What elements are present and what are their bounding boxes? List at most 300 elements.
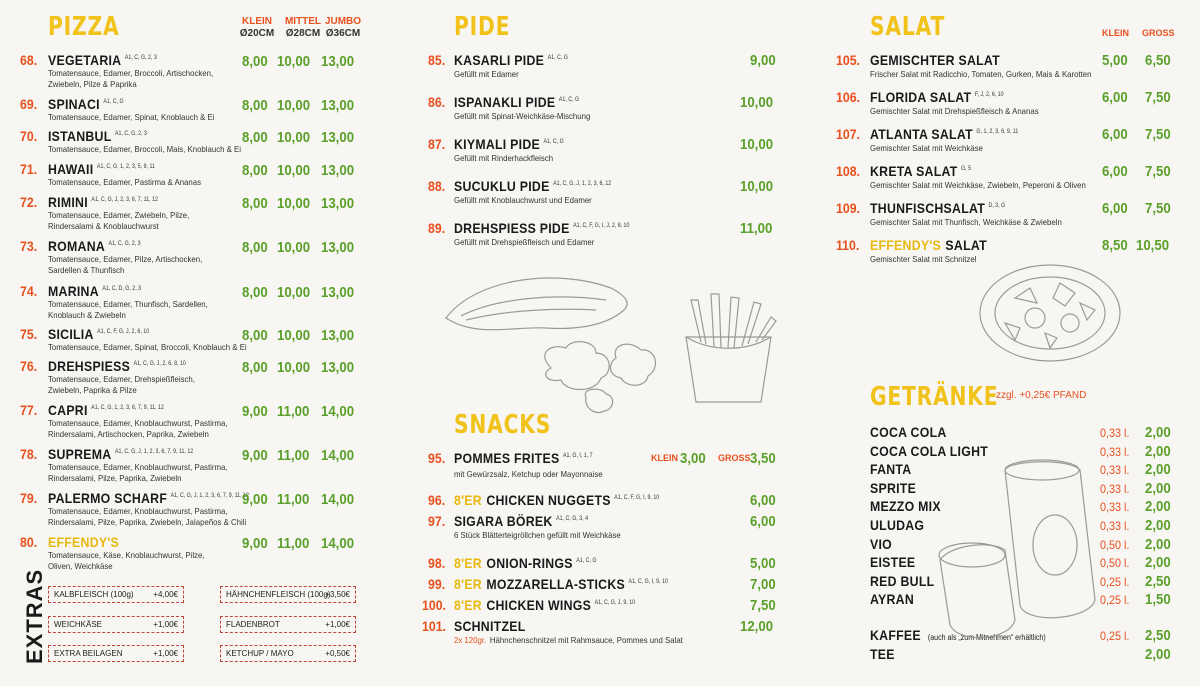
drink-volume: 0,33 l. (1100, 463, 1130, 477)
item-name-text: TEE (870, 646, 895, 662)
pizza-item-price: 11,00 (277, 491, 310, 508)
snack-item-price: 6,00 (750, 492, 776, 509)
pizza-item-price: 10,00 (277, 359, 311, 376)
snack-item-name (454, 597, 635, 613)
pizza-item-price: 8,00 (242, 53, 268, 70)
pizza-item-description: Oliven, Weichkäse (48, 561, 113, 571)
pizza-item-price: 14,00 (321, 491, 355, 508)
pizza-item-description: Knoblauch & Zwiebeln (48, 310, 126, 320)
allergen-codes: A1, C, G, I, 9, 10 (628, 579, 668, 586)
item-name-text: CAPRI (48, 402, 88, 418)
extra-label: KETCHUP / MAYO (226, 649, 294, 658)
snack-item-description (454, 530, 621, 541)
extra-item (220, 586, 356, 603)
item-name-text: ROMANA (48, 238, 106, 254)
pizza-item-description: Tomatensauce, Edamer, Drehspießfleisch, (48, 374, 195, 384)
pizza-size-header (320, 16, 366, 40)
pizza-item-name (48, 194, 158, 210)
pizza-size-header (234, 16, 280, 40)
item-name-text: HAWAII (48, 161, 94, 177)
pizza-item-number: 78. (20, 446, 38, 462)
allergen-codes: A1, C, F, G, I, 9, 10 (614, 495, 660, 502)
pizza-item-name (48, 52, 157, 68)
size-dim: Ø28CM (285, 28, 321, 39)
pide-item-number: 89. (428, 220, 446, 236)
snack-item-price: 7,50 (750, 597, 776, 614)
pizza-item-price: 10,00 (277, 284, 311, 301)
pizza-item-price: 10,00 (277, 195, 311, 212)
extra-price: +1,00€ (153, 649, 178, 658)
snack-item-number: 101. (422, 618, 446, 634)
salat-item-number: 108. (836, 163, 860, 179)
pizza-item-number: 79. (20, 490, 38, 506)
pizza-item-price: 14,00 (321, 535, 355, 552)
pide-item-number: 85. (428, 52, 446, 68)
salat-item-name (870, 237, 987, 253)
size-dim: Ø36CM (325, 28, 361, 39)
extra-item (48, 586, 184, 603)
pizza-item-name (48, 446, 193, 462)
allergen-codes: A1, C, G, J, 1, 2, 3, 6, 7, 9, 11, 12 (114, 449, 194, 456)
pizza-item-description: Tomatensauce, Edamer, Thunfisch, Sardellen, (48, 299, 208, 309)
desc-text: Hähnchenschnitzel mit Rahmsauce, Pommes und Salat (489, 635, 683, 645)
pizza-item-price: 8,00 (242, 195, 268, 212)
drink-note: (auch als „zum Mitnehmen“ erhältlich) (927, 633, 1046, 642)
drink-price: 2,00 (1145, 536, 1171, 553)
pizza-item-description: Tomatensauce, Edamer, Knoblauchwurst, Pastirma, (48, 418, 228, 428)
item-name-text: SUCUKLU PIDE (454, 178, 550, 194)
salat-item-price: 7,50 (1145, 126, 1171, 143)
item-name-text: KAFFEE (870, 627, 921, 643)
snack-item-number: 98. (428, 555, 446, 571)
salat-item-price: 8,50 (1102, 237, 1128, 254)
snack-item-number: 95. (428, 450, 446, 466)
pide-item-description: Gefüllt mit Rinderhackfleisch (454, 153, 554, 163)
drink-volume: 0,33 l. (1100, 482, 1130, 496)
allergen-codes: A1, C, G, 1, 2, 3, 6, 7, 9, 11, 12 (91, 405, 164, 412)
snack-item-number: 96. (428, 492, 446, 508)
drink-price: 2,00 (1145, 443, 1171, 460)
item-name-text: KRETA SALAT (870, 163, 958, 179)
extra-label: FLADENBROT (226, 620, 280, 629)
item-name-text: SUPREMA (48, 446, 112, 462)
snack-item-name (454, 450, 593, 466)
pide-item-price: 9,00 (750, 52, 776, 69)
pide-item-number: 86. (428, 94, 446, 110)
drink-price: 2,00 (1145, 480, 1171, 497)
fries-klein-label: KLEIN (651, 453, 678, 463)
item-name-text: POMMES FRITES (454, 450, 560, 466)
drink-price: 2,00 (1145, 424, 1171, 441)
item-prefix: 8'ER (454, 555, 482, 571)
salat-size-klein: KLEIN (1102, 28, 1129, 38)
item-name-text: SCHNITZEL (454, 618, 526, 634)
salat-item-price: 6,00 (1102, 89, 1128, 106)
allergen-codes: A1, C, G, 2, 3 (124, 55, 157, 62)
allergen-codes: A1, C, G, 2, 3 (108, 241, 141, 248)
allergen-codes: A1, C, G, J, 9, 10 (594, 600, 636, 607)
pizza-item-name (48, 490, 249, 506)
drink-volume: 0,33 l. (1100, 500, 1130, 514)
pizza-item-price: 8,00 (242, 97, 268, 114)
allergen-codes: A1, C, G (103, 99, 124, 106)
item-name-text: ISPANAKLI PIDE (454, 94, 556, 110)
item-name-text: EFFENDY'S (48, 534, 120, 550)
pizza-item-name (48, 128, 147, 144)
item-name-text: RIMINI (48, 194, 88, 210)
allergen-codes: A1, C, G, J, 1, 2, 3, 6, 7, 9, 11, 12 (170, 493, 249, 500)
pfand-note: zzgl. +0,25€ PFAND (996, 390, 1087, 401)
item-name-text: PALERMO SCHARF (48, 490, 168, 506)
pizza-item-name (48, 534, 119, 550)
pizza-item-price: 14,00 (321, 403, 355, 420)
extra-label: EXTRA BEILAGEN (54, 649, 123, 658)
pide-item-name (454, 52, 568, 68)
pizza-item-description: Zwiebeln, Pilze & Paprika (48, 79, 137, 89)
pizza-item-number: 73. (20, 238, 38, 254)
snack-item-price: 7,00 (750, 576, 776, 593)
salat-item-price: 6,00 (1102, 126, 1128, 143)
drink-price: 2,00 (1145, 461, 1171, 478)
drink-name: SPRITE (870, 480, 917, 496)
item-name-text: SIGARA BÖREK (454, 513, 553, 529)
drink-name: AYRAN (870, 591, 914, 607)
pizza-item-price: 13,00 (321, 162, 355, 179)
salat-item-description: Gemischter Salat mit Schnitzel (870, 254, 977, 264)
drink-volume: 0,50 l. (1100, 538, 1130, 552)
drink-price: 2,00 (1145, 498, 1171, 515)
drink-price: 2,50 (1145, 573, 1171, 590)
pide-item-description: Gefüllt mit Drehspießfleisch und Edamer (454, 237, 595, 247)
extra-price: +3,50€ (325, 590, 350, 599)
pizza-title: PIZZA (48, 12, 120, 42)
item-name-text: FLORIDA SALAT (870, 89, 972, 105)
drink-name: MEZZO MIX (870, 498, 941, 514)
snack-item-name (454, 513, 588, 529)
item-prefix: 8'ER (454, 597, 482, 613)
salat-item-price: 10,50 (1136, 237, 1170, 254)
snack-item-number: 97. (428, 513, 446, 529)
pizza-item-price: 11,00 (277, 403, 310, 420)
size-label: JUMBO (324, 16, 362, 27)
item-name-text: DREHSPIESS (48, 358, 131, 374)
item-prefix: 8'ER (454, 576, 482, 592)
pide-item-name (454, 136, 564, 152)
item-name-text: MARINA (48, 283, 99, 299)
snack-item-name (454, 618, 526, 634)
salat-title: SALAT (870, 12, 946, 42)
snack-item-price: 5,00 (750, 555, 776, 572)
pide-item-name (454, 220, 629, 236)
drink-volume: 0,33 l. (1100, 445, 1130, 459)
drink-volume: 0,25 l. (1100, 575, 1130, 589)
extras-title: EXTRAS (22, 568, 47, 664)
pizza-item-number: 76. (20, 358, 38, 374)
pizza-item-number: 80. (20, 534, 38, 550)
salad-sketch-icon (975, 258, 1125, 368)
salat-size-gross: GROSS (1142, 28, 1175, 38)
salat-item-name (870, 52, 1000, 68)
pizza-item-description: Rindersalami, Artischocken, Paprika, Zwiebeln (48, 429, 209, 439)
salat-item-number: 109. (836, 200, 860, 216)
pizza-item-price: 10,00 (277, 327, 311, 344)
item-name-text: ISTANBUL (48, 128, 112, 144)
item-name-text: KIYMALI PIDE (454, 136, 540, 152)
pizza-item-price: 9,00 (242, 491, 268, 508)
allergen-codes: A1, C, G (558, 97, 580, 104)
salat-item-price: 7,50 (1145, 200, 1171, 217)
item-name-text: CHICKEN WINGS (486, 597, 592, 613)
allergen-codes: D, 3, G (988, 203, 1006, 210)
salat-item-price: 5,00 (1102, 52, 1128, 69)
snack-item-description (454, 635, 683, 646)
item-name-text: DREHSPIESS PIDE (454, 220, 570, 236)
pizza-item-description: Tomatensauce, Edamer, Knoblauchwurst, Pastirma, (48, 462, 228, 472)
pide-item-number: 88. (428, 178, 446, 194)
extra-item (220, 616, 356, 633)
pide-item-description: Gefüllt mit Knoblauchwurst und Edamer (454, 195, 592, 205)
extra-label: KALBFLEISCH (100g) (54, 590, 134, 599)
pizza-item-name (48, 358, 186, 374)
pizza-item-price: 13,00 (321, 129, 355, 146)
pizza-item-name (48, 238, 141, 254)
drink-price: 2,00 (1145, 646, 1171, 663)
pizza-item-name (48, 402, 164, 418)
snack-item-price: 12,00 (740, 618, 774, 635)
pizza-item-description: Tomatensauce, Edamer, Knoblauchwurst, Pastirma, (48, 506, 228, 516)
salat-item-number: 110. (836, 237, 860, 253)
allergen-codes: A1, C, G, 2, 3 (115, 131, 147, 138)
snack-item-number: 99. (428, 576, 446, 592)
pizza-item-price: 13,00 (321, 97, 355, 114)
pizza-item-number: 77. (20, 402, 38, 418)
pizza-item-number: 69. (20, 96, 38, 112)
drink-name: VIO (870, 536, 893, 552)
size-label: MITTEL (284, 16, 322, 27)
pide-sketch-icon (436, 248, 676, 428)
pizza-item-number: 70. (20, 128, 38, 144)
pizza-item-price: 10,00 (277, 97, 311, 114)
salat-item-name (870, 163, 971, 179)
allergen-codes: F, J, 2, 6, 10 (974, 92, 1004, 99)
salat-item-name (870, 89, 1004, 105)
allergen-codes: A1, C, F, G, J, 2, 6, 10 (97, 329, 150, 336)
pizza-item-price: 10,00 (277, 239, 311, 256)
pizza-item-description: Tomatensauce, Käse, Knoblauchwurst, Pilze, (48, 550, 205, 560)
pide-item-number: 87. (428, 136, 446, 152)
pizza-item-price: 10,00 (277, 162, 311, 179)
pide-title: PIDE (454, 12, 511, 42)
item-name-text: SICILIA (48, 326, 94, 342)
pizza-item-price: 9,00 (242, 535, 268, 552)
extra-price: +0,50€ (325, 649, 350, 658)
drink-name: FANTA (870, 461, 912, 477)
extra-price: +1,00€ (153, 620, 178, 629)
item-name-text: CHICKEN NUGGETS (486, 492, 611, 508)
item-prefix: 8'ER (454, 492, 482, 508)
pizza-item-price: 10,00 (277, 129, 311, 146)
drink-volume: 0,33 l. (1100, 519, 1130, 533)
pizza-item-description: Tomatensauce, Edamer, Pilze, Artischocken, (48, 254, 203, 264)
allergen-codes: A1, C, G, 1, 2, 3, 5, 9, 11 (96, 164, 155, 171)
salat-item-price: 6,00 (1102, 163, 1128, 180)
item-name-text: ATLANTA SALAT (870, 126, 973, 142)
pizza-item-description: Zwiebeln, Paprika & Pilze (48, 385, 137, 395)
allergen-codes: A1, C, G, J, 2, 3, 6, 7, 11, 12 (91, 197, 158, 204)
snack-item-number: 100. (422, 597, 446, 613)
allergen-codes: A1, C, G, J, 1, 2, 3, 6, 12 (553, 181, 612, 188)
pizza-item-price: 13,00 (321, 53, 355, 70)
allergen-codes: A1, C, G (543, 139, 564, 146)
pizza-item-description: Tomatensauce, Edamer, Spinat, Knoblauch & Ei (48, 112, 215, 122)
salat-item-description: Gemischter Salat mit Drehspießfleisch & Ananas (870, 106, 1039, 116)
pide-item-description: Gefüllt mit Spinat-Weichkäse-Mischung (454, 111, 591, 121)
desc-text: 6 Stück Blätterteigröllchen gefüllt mit Weichkäse (454, 530, 621, 540)
pizza-item-description: Tomatensauce, Edamer, Broccoli, Artischocken, (48, 68, 214, 78)
salat-item-description: Gemischter Salat mit Weichkäse, Zwiebeln, Peperoni & Oliven (870, 180, 1086, 190)
extra-price: +4,00€ (153, 590, 178, 599)
salat-item-price: 6,50 (1145, 52, 1171, 69)
pide-item-price: 10,00 (740, 136, 774, 153)
drink-volume: 0,25 l. (1100, 629, 1130, 643)
extra-item (48, 616, 184, 633)
hot-drink-name (870, 646, 895, 662)
allergen-codes: A1, C, G (547, 55, 568, 62)
allergen-codes: A1, C, G, 3, 4 (556, 516, 589, 523)
salat-item-number: 106. (836, 89, 860, 105)
pizza-item-price: 8,00 (242, 239, 268, 256)
item-name-text: ONION-RINGS (486, 555, 573, 571)
salat-item-number: 107. (836, 126, 860, 142)
allergen-codes: A1, C, F, G, I, J, 2, 8, 10 (573, 223, 630, 230)
snack-item-name (454, 492, 659, 508)
pizza-item-description: Tomatensauce, Edamer, Zwiebeln, Pilze, (48, 210, 190, 220)
pizza-item-number: 74. (20, 283, 38, 299)
pizza-item-price: 8,00 (242, 359, 268, 376)
allergen-codes: A1, C, G, J, 2, 6, 8, 10 (133, 361, 186, 368)
allergen-codes: G, 5 (961, 166, 972, 173)
item-name-text: SPINACI (48, 96, 100, 112)
pizza-item-price: 13,00 (321, 239, 355, 256)
drink-name: EISTEE (870, 554, 916, 570)
salat-item-description: Gemischter Salat mit Thunfisch, Weichkäse & Zwiebeln (870, 217, 1062, 227)
drink-name: RED BULL (870, 573, 935, 589)
pizza-item-description: Sardellen & Thunfisch (48, 265, 125, 275)
extra-item (48, 645, 184, 662)
pide-item-name (454, 178, 611, 194)
pizza-item-name (48, 161, 155, 177)
pide-item-description: Gefüllt mit Edamer (454, 69, 519, 79)
salat-item-description: Gemischter Salat mit Weichkäse (870, 143, 983, 153)
pizza-item-description: Rindersalami, Pilze, Paprika, Zwiebeln (48, 473, 182, 483)
snack-item-price: 6,00 (750, 513, 776, 530)
pizza-item-number: 71. (20, 161, 38, 177)
fries-gross-label: GROSS (718, 453, 751, 463)
pizza-item-name (48, 96, 124, 112)
pizza-item-name (48, 283, 141, 299)
drink-volume: 0,50 l. (1100, 556, 1130, 570)
drink-volume: 0,33 l. (1100, 426, 1130, 440)
extra-label: WEICHKÄSE (54, 620, 103, 629)
pizza-item-price: 14,00 (321, 447, 355, 464)
pide-item-name (454, 94, 579, 110)
getraenke-title: GETRÄNKE (870, 382, 999, 412)
extra-label: HÄHNCHENFLEISCH (100g) (226, 590, 331, 599)
salat-item-price: 6,00 (1102, 200, 1128, 217)
pizza-item-price: 13,00 (321, 195, 355, 212)
item-name-text: GEMISCHTER SALAT (870, 52, 1000, 68)
pizza-item-price: 9,00 (242, 403, 268, 420)
drink-volume: 0,25 l. (1100, 593, 1130, 607)
pizza-item-description: Tomatensauce, Edamer, Broccoli, Mais, Knoblauch & Ei (48, 144, 241, 154)
allergen-codes: A1, G, I, 1, 7 (562, 453, 593, 460)
pizza-item-description: Rindersalami, Pilze, Paprika, Zwiebeln, Jalapeños & Chili (48, 517, 247, 527)
pizza-item-price: 13,00 (321, 327, 355, 344)
extra-price: +1,00€ (325, 620, 350, 629)
pizza-item-description: Tomatensauce, Edamer, Spinat, Broccoli, Knoblauch & Ei (48, 342, 247, 352)
pizza-item-price: 13,00 (321, 359, 355, 376)
item-name-text: VEGETARIA (48, 52, 122, 68)
fries-klein-price: 3,00 (680, 450, 706, 467)
pizza-item-price: 11,00 (277, 535, 310, 552)
item-name-text: EFFENDY'S (870, 237, 942, 253)
pizza-item-price: 8,00 (242, 162, 268, 179)
snacks-title: SNACKS (454, 410, 552, 440)
pizza-item-number: 72. (20, 194, 38, 210)
extra-item (220, 645, 356, 662)
salat-item-price: 7,50 (1145, 163, 1171, 180)
size-label: KLEIN (242, 16, 272, 27)
snack-item-description: mit Gewürzsalz, Ketchup oder Mayonnaise (454, 469, 603, 479)
drink-name: COCA COLA (870, 424, 947, 440)
pizza-item-price: 9,00 (242, 447, 268, 464)
pizza-item-price: 13,00 (321, 284, 355, 301)
pide-item-price: 10,00 (740, 94, 774, 111)
can-sketch-icon (927, 450, 1120, 650)
salat-item-description: Frischer Salat mit Radicchio, Tomaten, Gurken, Mais & Karotten (870, 69, 1092, 79)
allergen-codes: G, 1, 2, 3, 6, 9, 11 (976, 129, 1019, 136)
item-name-text: MOZZARELLA-STICKS (486, 576, 625, 592)
drink-price: 2,00 (1145, 517, 1171, 534)
drink-price: 2,50 (1145, 627, 1171, 644)
pizza-item-price: 10,00 (277, 53, 311, 70)
item-name-text: KASARLI PIDE (454, 52, 545, 68)
pide-item-price: 11,00 (740, 220, 773, 237)
allergen-codes: A1, C, D, G, 2, 3 (102, 286, 142, 293)
fries-gross-price: 3,50 (750, 450, 776, 467)
item-name-suffix: SALAT (945, 237, 987, 253)
item-name-text: THUNFISCHSALAT (870, 200, 986, 216)
snack-item-name (454, 555, 597, 571)
salat-item-name (870, 126, 1018, 142)
fries-sketch-icon (676, 292, 786, 412)
drink-price: 1,50 (1145, 591, 1171, 608)
salat-item-number: 105. (836, 52, 860, 68)
pizza-item-price: 11,00 (277, 447, 310, 464)
pizza-item-name (48, 326, 149, 342)
size-dim: Ø20CM (239, 28, 275, 39)
pizza-item-number: 68. (20, 52, 38, 68)
pide-item-price: 10,00 (740, 178, 774, 195)
pizza-item-number: 75. (20, 326, 38, 342)
drink-price: 2,00 (1145, 554, 1171, 571)
pizza-item-description: Tomatensauce, Edamer, Pastirma & Ananas (48, 177, 202, 187)
pizza-item-price: 8,00 (242, 284, 268, 301)
salat-item-price: 7,50 (1145, 89, 1171, 106)
pizza-item-price: 8,00 (242, 327, 268, 344)
pizza-item-description: Rindersalami & Knoblauchwurst (48, 221, 159, 231)
allergen-codes: A1, C, G (576, 558, 597, 565)
